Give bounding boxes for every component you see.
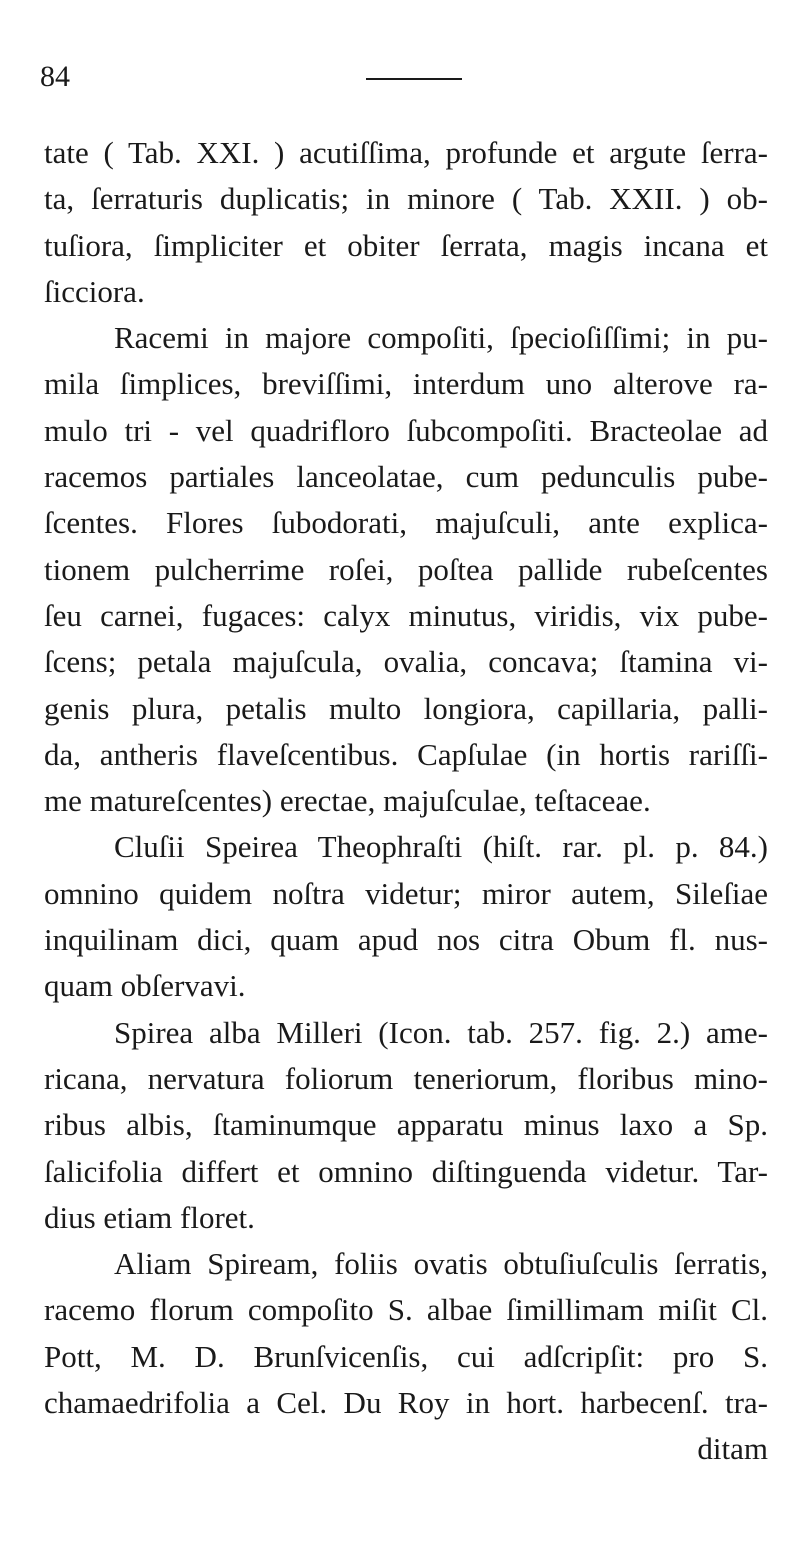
text-line: inquilinam dici, quam apud nos citra Obum fl. nus- [44,922,768,958]
text-line: mila ſimplices, breviſſimi, interdum uno alterove ra- [44,366,768,402]
text-line: ta, ſerraturis duplicatis; in minore ( Tab. XXII. ) ob- [44,181,768,217]
text-line: da, antheris flaveſcentibus. Capſulae (in hortis rariſſi- [44,736,768,772]
text-line: ricana, nervatura foliorum teneriorum, floribus mino- [44,1060,768,1096]
text-line: Racemi in majore compoſiti, ſpecioſiſſimi; in pu- [114,320,768,356]
text-line: me matureſcentes) erectae, majuſculae, teſtaceae. [44,783,651,819]
text-line: mulo tri - vel quadrifloro ſubcompoſiti. Bracteolae ad [44,412,768,448]
text-line: Pott, M. D. Brunſvicenſis, cui adſcripſit: pro S. [44,1338,768,1374]
text-line: ſcentes. Flores ſubodorati, majuſculi, ante explica- [44,505,768,541]
text-line: racemo florum compoſito S. albae ſimillimam miſit Cl. [44,1292,768,1328]
text-line: ſeu carnei, fugaces: calyx minutus, viridis, vix pube- [44,597,768,633]
text-line: Cluſii Speirea Theophraſti (hiſt. rar. pl. p. 84.) [114,829,768,865]
text-line: ſalicifolia differt et omnino diſtinguenda videtur. Tar- [44,1153,768,1189]
text-line: tionem pulcherrime roſei, poſtea pallide rubeſcentes [44,551,768,587]
text-line: quam obſervavi. [44,968,246,1004]
text-line: ſcens; petala majuſcula, ovalia, concava; ſtamina vi- [44,644,768,680]
text-line: ribus albis, ſtaminumque apparatu minus laxo a Sp. [44,1107,768,1143]
text-line: tate ( Tab. XXI. ) acutiſſima, profunde et argute ſerra- [44,135,768,170]
text-line: ſicciora. [44,273,145,309]
text-line: genis plura, petalis multo longiora, capillaria, palli- [44,690,768,726]
page-number: 84 [40,60,70,93]
text-line: Aliam Spiream, foliis ovatis obtuſiuſculis ſerratis, [114,1246,768,1282]
text-line: chamaedrifolia a Cel. Du Roy in hort. harbecenſ. tra- [44,1385,768,1421]
text-line: Spirea alba Milleri (Icon. tab. 257. fig. 2.) ame- [114,1014,768,1050]
text-line: racemos partiales lanceolatae, cum pedunculis pube- [44,459,768,495]
header-rule [366,78,462,80]
text-line: omnino quidem noſtra videtur; miror autem, Sileſiae [44,875,768,911]
text-line: tuſiora, ſimpliciter et obiter ſerrata, magis incana et [44,227,768,263]
body-text [44,130,768,1473]
text-line: ditam [697,1431,768,1467]
text-line: dius etiam floret. [44,1199,255,1235]
